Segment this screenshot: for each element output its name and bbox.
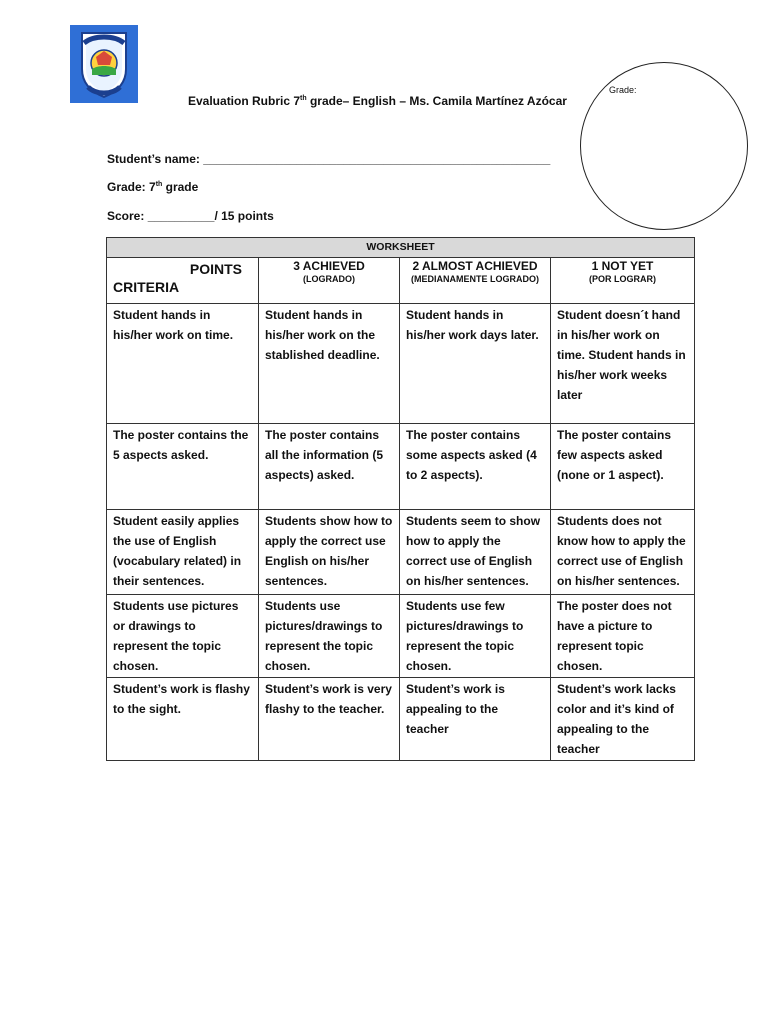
section-header-row <box>107 238 695 258</box>
level-2-cell: Student’s work is appealing to the teacher <box>400 678 551 761</box>
table-row <box>107 678 695 761</box>
rubric-table <box>106 237 695 761</box>
criterion-cell: The poster contains the 5 aspects asked. <box>107 424 259 510</box>
level-3-cell: Students use pictures/drawings to represent the topic chosen. <box>259 595 400 678</box>
level-3-cell: Student hands in his/her work on the stablished deadline. <box>259 304 400 424</box>
level-1-cell: The poster contains few aspects asked (none or 1 aspect). <box>551 424 695 510</box>
level-3-cell: The poster contains all the information (5 aspects) asked. <box>259 424 400 510</box>
table-row <box>107 510 695 595</box>
level-1-cell: Student’s work lacks color and it’s kind of appealing to the teacher <box>551 678 695 761</box>
level-2-cell: The poster contains some aspects asked (4 to 2 aspects). <box>400 424 551 510</box>
grade-circle-label: Grade: <box>609 85 637 95</box>
score-field: Score: __________/ 15 points <box>107 209 274 223</box>
level-2-cell: Students use few pictures/drawings to represent the topic chosen. <box>400 595 551 678</box>
level-3-cell: Students show how to apply the correct use English on his/her sentences. <box>259 510 400 595</box>
grade-circle <box>580 62 748 230</box>
criteria-label: CRITERIA <box>113 279 180 295</box>
student-name-blank[interactable]: ____________________________________________________ <box>203 152 551 166</box>
criterion-cell: Student hands in his/her work on time. <box>107 304 259 424</box>
level-2-cell: Students seem to show how to apply the correct use of English on his/her sentences. <box>400 510 551 595</box>
table-row <box>107 424 695 510</box>
column-header-not-yet: 1 NOT YET (POR LOGRAR) <box>551 258 695 304</box>
score-blank[interactable]: __________ <box>147 209 215 223</box>
level-3-cell: Student’s work is very flashy to the teacher. <box>259 678 400 761</box>
level-1-cell: Student doesn´t hand in his/her work on time. Student hands in his/her work weeks later <box>551 304 695 424</box>
points-criteria-header <box>107 258 259 304</box>
school-crest-icon <box>70 25 138 103</box>
table-row <box>107 595 695 678</box>
table-row <box>107 304 695 424</box>
criterion-cell: Student’s work is flashy to the sight. <box>107 678 259 761</box>
grade-field: Grade: 7th grade <box>107 180 199 194</box>
student-name-field: Student’s name: ____________________________________________________ <box>107 152 551 166</box>
level-1-cell: Students does not know how to apply the correct use of English on his/her sentences. <box>551 510 695 595</box>
criterion-cell: Students use pictures or drawings to represent the topic chosen. <box>107 595 259 678</box>
column-header-almost-achieved: 2 ALMOST ACHIEVED (MEDIANAMENTE LOGRADO) <box>400 258 551 304</box>
document-title: Evaluation Rubric 7th grade– English – Ms. Camila Martínez Azócar <box>188 94 567 108</box>
column-header-achieved: 3 ACHIEVED (LOGRADO) <box>259 258 400 304</box>
level-1-cell: The poster does not have a picture to represent topic chosen. <box>551 595 695 678</box>
school-logo <box>70 25 138 103</box>
criterion-cell: Student easily applies the use of English (vocabulary related) in their sentences. <box>107 510 259 595</box>
section-title: WORKSHEET <box>107 238 695 258</box>
points-label: POINTS <box>189 261 242 277</box>
level-2-cell: Student hands in his/her work days later. <box>400 304 551 424</box>
column-header-row <box>107 258 695 304</box>
